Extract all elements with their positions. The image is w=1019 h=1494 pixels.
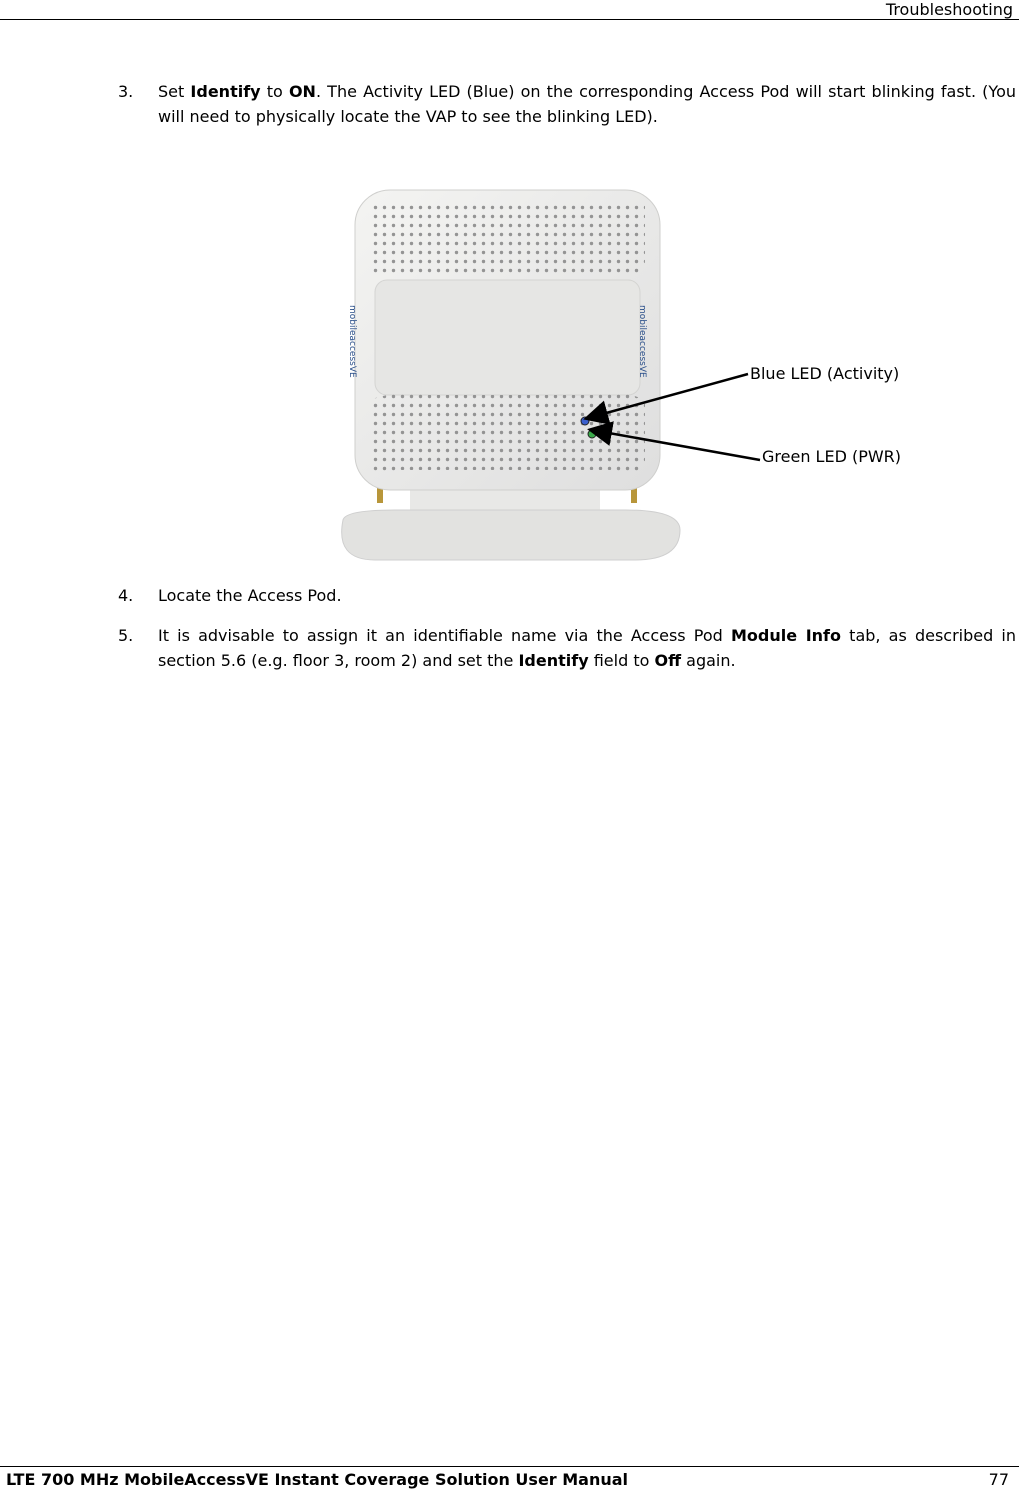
text-run: . The Activity LED (Blue) on the corresponding Access Pod will start blinking fast. (You will need to physically locate the VAP to see the blinking LED). — [158, 82, 1017, 126]
step-5 — [118, 623, 1016, 673]
bold-run: Module Info — [730, 626, 842, 645]
bold-run: Identify — [190, 82, 261, 101]
green-led-arrow — [592, 430, 760, 460]
text-run: It is advisable to assign it an identifiable name via the Access Pod — [158, 626, 731, 645]
bold-run: Identify — [518, 651, 589, 670]
footer-rule — [0, 1466, 1019, 1467]
brand-logo-text: mobileaccessVE — [637, 305, 647, 378]
brand-logo-left — [347, 305, 357, 378]
step-text — [158, 583, 1016, 608]
callout-arrows — [570, 360, 770, 470]
text-run: to — [260, 82, 289, 101]
blue-led-arrow — [588, 374, 748, 418]
text-run: tab, as described in section 5.6 (e.g. floor 3, room 2) and set the — [158, 626, 1016, 670]
footer-title: LTE 700 MHz MobileAccessVE Instant Coverage Solution User Manual — [6, 1470, 629, 1489]
text-run: Locate the Access Pod. — [158, 586, 342, 605]
step-4 — [118, 583, 1016, 608]
step-number: 5. — [118, 626, 134, 645]
bold-run: Off — [654, 651, 682, 670]
brand-logo-text: mobileaccessVE — [347, 305, 357, 378]
step-number: 3. — [118, 82, 134, 101]
text-run: again. — [681, 651, 736, 670]
step-3 — [118, 79, 1016, 129]
text-run: Set — [158, 82, 191, 101]
page-number: 77 — [988, 1470, 1009, 1489]
header-title: Troubleshooting — [885, 0, 1013, 19]
green-led-callout: Green LED (PWR) — [762, 447, 902, 466]
text-run: field to — [588, 651, 655, 670]
step-number: 4. — [118, 586, 134, 605]
header-rule — [0, 19, 1019, 20]
step-text — [158, 79, 1016, 129]
bold-run: ON — [288, 82, 316, 101]
blue-led-callout: Blue LED (Activity) — [750, 364, 900, 383]
step-text — [158, 623, 1016, 673]
